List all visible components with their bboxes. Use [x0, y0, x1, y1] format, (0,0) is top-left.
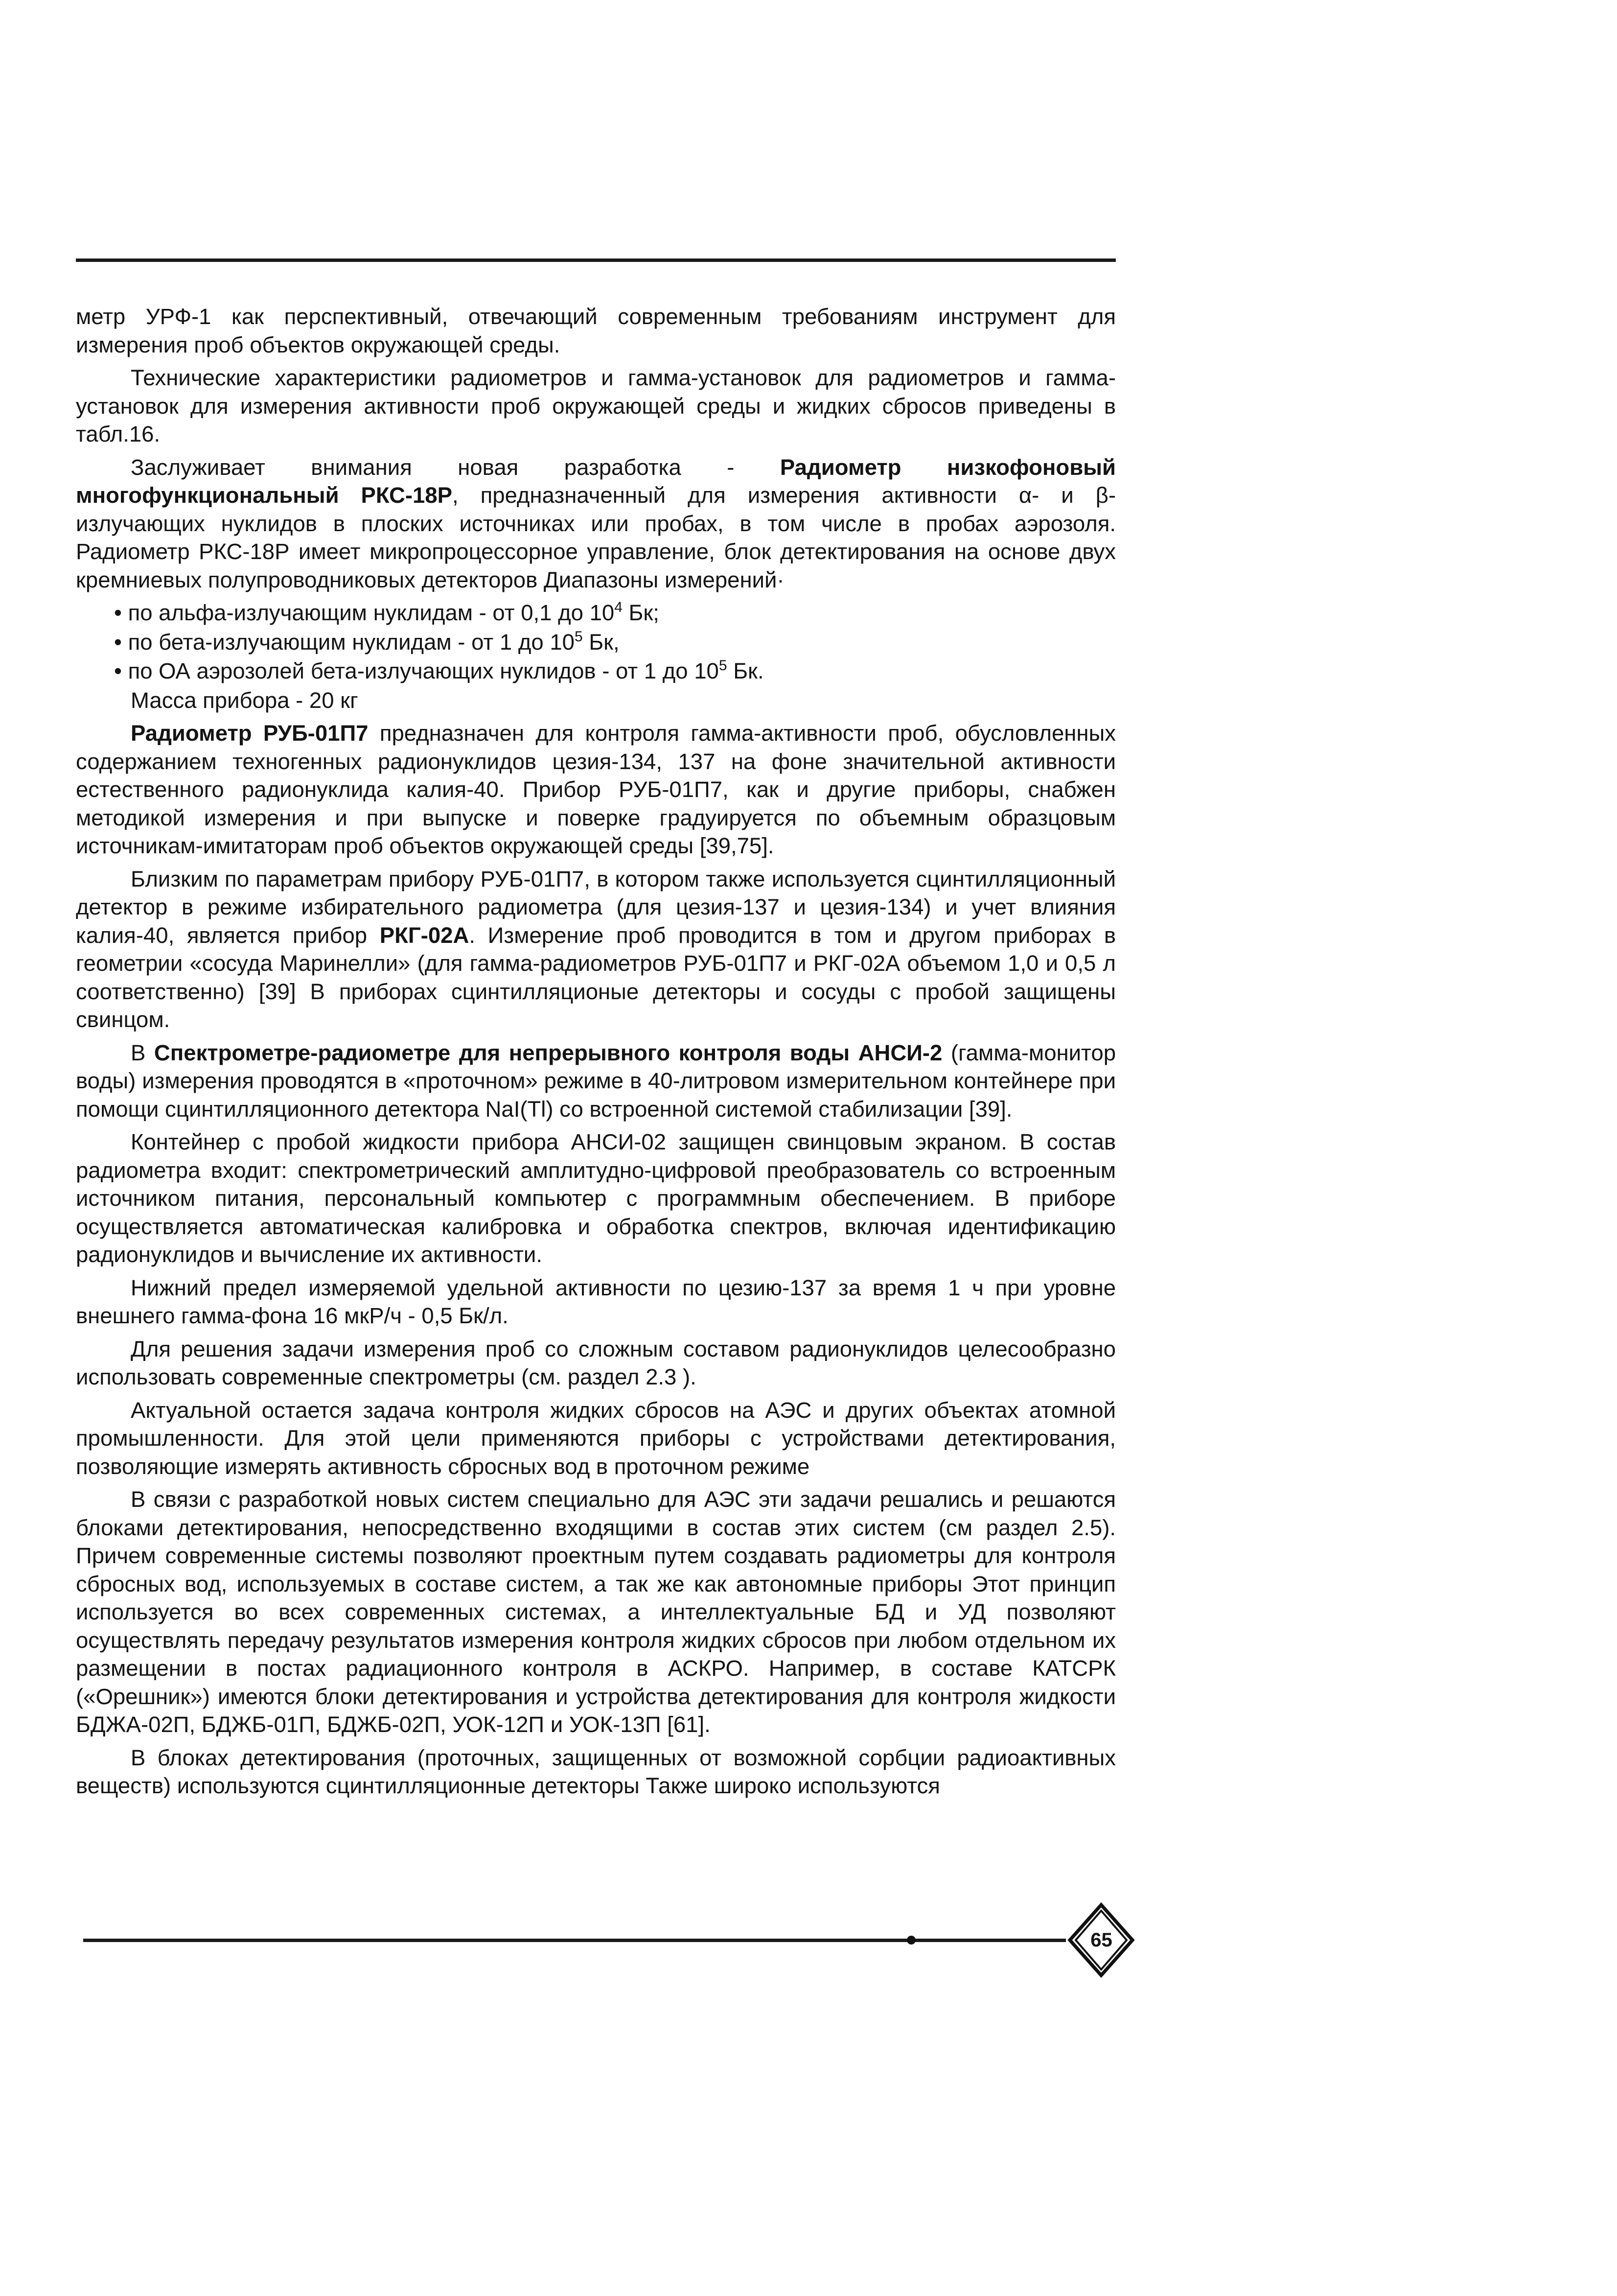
- header-rule: [76, 258, 1116, 262]
- paragraph: Близким по параметрам прибору РУБ-01П7, в котором также используется сцинтилляционный детектор в режиме избирательного радиометра (для цезия-137 и цезия-134) и учет влияния калия-40, является прибор РКГ-02А. Измерение проб проводится в том и другом приборах в геометрии «сосуда Маринелли» (для гамма-радиометров РУБ-01П7 и РКГ-02А объемом 1,0 и 0,5 л соответственно) [39] В приборах сцинтилляционые детекторы и сосуды с пробой защищены свинцом.: [76, 866, 1116, 1032]
- page-number: 65: [1090, 1929, 1112, 1951]
- paragraph: В связи с разработкой новых систем специально для АЭС эти задачи решались и решаются блоками детектирования, непосредственно входящими в состав этих систем (см раздел 2.5). Причем современные системы позволяют проектным путем создавать радиометры для контроля сбросных вод, используемых в составе систем, а так же как автономные приборы Этот принцип используется во всех современных системах, а интеллектуальные БД и УД позволяют осуществлять передачу результатов измерения контроля жидких сбросов при любом отдельном их размещении в постах радиационного контроля в АСКРО. Например, в составе КАТСРК («Орешник») имеются блоки детектирования и устройства детектирования для контроля жидкости БДЖА-02П, БДЖБ-01П, БДЖБ-02П, УОК-12П и УОК-13П [61].: [76, 1487, 1116, 1737]
- bullet-item: • по альфа-излучающим нуклидам - от 0,1 до $10^4$ Бк;: [114, 599, 659, 625]
- paragraph: Нижний предел измеряемой удельной активности по цезию-137 за время 1 ч при уровне внешнего гамма-фона 16 мкР/ч - 0,5 Бк/л.: [76, 1275, 1116, 1328]
- bullet-item: • по ОА аэрозолей бета-излучающих нуклидов - от 1 до $10^5$ Бк.: [114, 657, 764, 683]
- paragraph: Заслуживает внимания новая разработка - Радиометр низкофоновый многофункциональный РКС-18Р, предназначенный для измерения активности α- и β-излучающих нуклидов в плоских источниках или пробах, в том числе в пробах аэрозоля. Радиометр РКС-18Р имеет микропроцессорное управление, блок детектирования на основе двух кремниевых полупроводниковых детекторов Диапазоны измерений·: [76, 454, 1116, 592]
- paragraph: В блоках детектирования (проточных, защищенных от возможной сорбции радиоактивных веществ) используются сцинтилляционные детекторы Также широко используются: [76, 1745, 1116, 1798]
- paragraph: Контейнер с пробой жидкости прибора АНСИ-02 защищен свинцовым экраном. В состав радиометра входит: спектрометрический амплитудно-цифровой преобразователь со встроенным источником питания, персональный компьютер с программным обеспечением. В приборе осуществляется автоматическая калибровка и обработка спектров, включая идентификацию радионуклидов и вычисление их активности.: [76, 1129, 1116, 1267]
- paragraph: метр УРФ-1 как перспективный, отвечающий современным требованиям инструмент для измерения проб объектов окружающей среды.: [76, 304, 1116, 357]
- paragraph: Масса прибора - 20 кг: [131, 687, 358, 713]
- footer-rule: [83, 1939, 1066, 1942]
- paragraph: Технические характеристики радиометров и гамма-установок для радиометров и гамма-установок для измерения активности проб окружающей среды и жидких сбросов приведены в табл.16.: [76, 365, 1116, 446]
- paragraph: Актуальной остается задача контроля жидких сбросов на АЭС и других объектах атомной промышленности. Для этой цели применяются приборы с устройствами детектирования, позволяющие измерять активность сбросных вод в проточном режиме: [76, 1397, 1116, 1479]
- paragraph: Радиометр РУБ-01П7 предназначен для контроля гамма-активности проб, обусловленных содержанием техногенных радионуклидов цезия-134, 137 на фоне значительной активности естественного радионуклида калия-40. Прибор РУБ-01П7, как и другие приборы, снабжен методикой измерения и при выпуске и поверке градуируется по объемным образцовым источникам-имитаторам проб объектов окружающей среды [39,75].: [76, 721, 1116, 858]
- page-text: [76, 303, 1116, 1805]
- bullet-item: • по бета-излучающим нуклидам - от 1 до $10^5$ Бк,: [114, 628, 620, 655]
- footer-rule-dot: [907, 1936, 916, 1945]
- paragraph: В Спектрометре-радиометре для непрерывного контроля воды АНСИ-2 (гамма-монитор воды) измерения проводятся в «проточном» режиме в 40-литровом измерительном контейнере при помощи сцинтилляционного детектора NaI(Tl) со встроенной системой стабилизации [39].: [76, 1040, 1116, 1122]
- paragraph: Для решения задачи измерения проб со сложным составом радионуклидов целесообразно использовать современные спектрометры (см. раздел 2.3 ).: [76, 1336, 1116, 1389]
